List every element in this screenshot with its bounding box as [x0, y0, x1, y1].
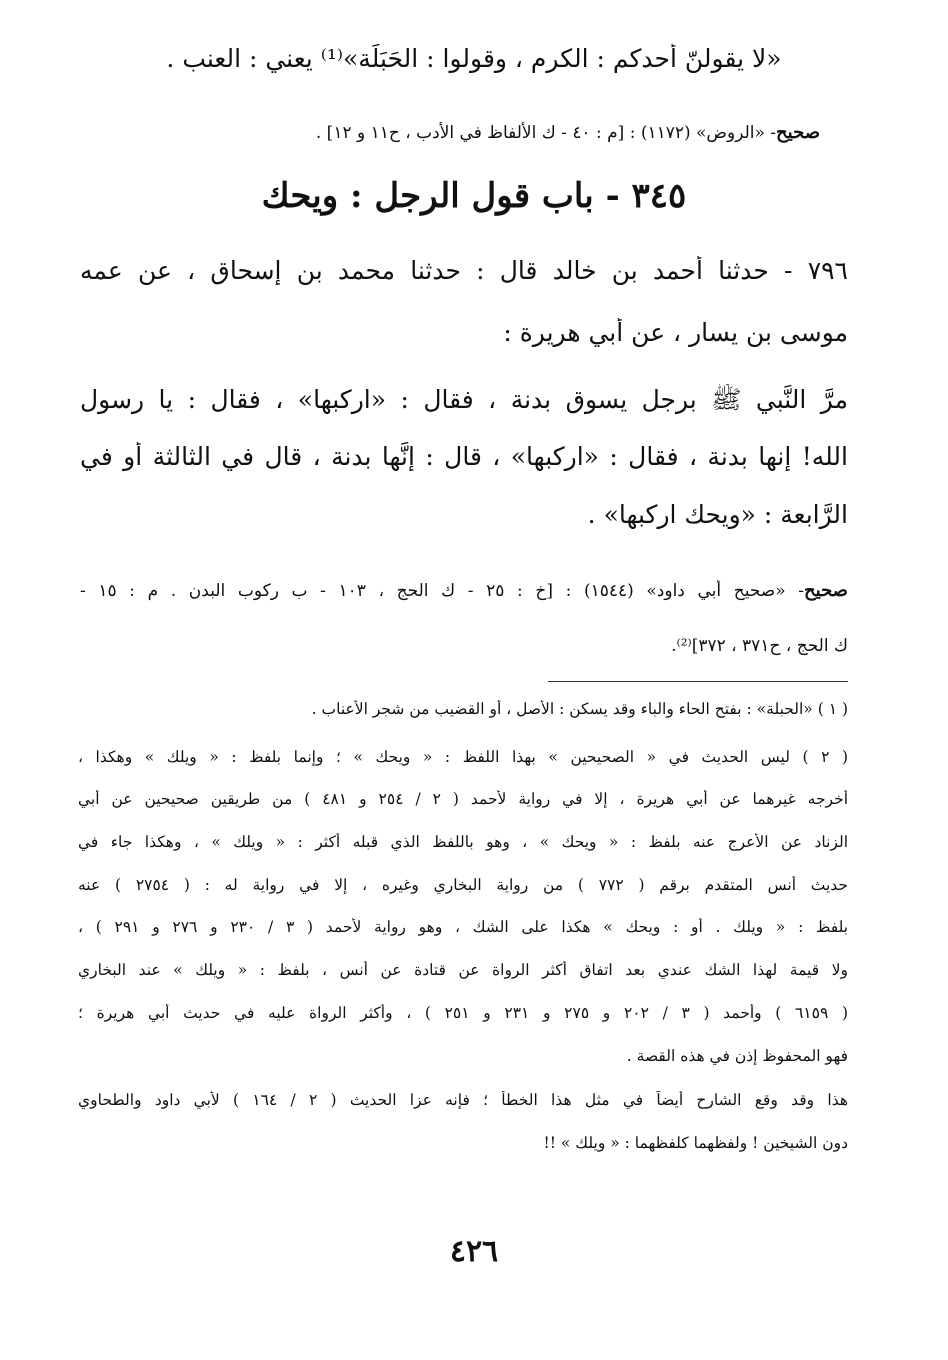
grade2-reference: - «صحيح أبي داود» (١٥٤٤) : [خ : ٢٥ - ك الحج ، ١٠٣ - ب ركوب البدن . م : ١٥ -	[80, 581, 805, 601]
footnote-2-line: ( ٦١٥٩ ) وأحمد ( ٣ / ٢٠٢ و ٢٧٥ و ٢٣١ و ٢٥١ ) ، وأكثر الرواة عليه في حديث أبي هريرة ؛	[78, 1004, 848, 1022]
footnote-2-line: حديث أنس المتقدم برقم ( ٧٧٢ ) من رواية البخاري وغيره ، إلا في رواية له : ( ٢٧٥٤ ) عنه	[78, 876, 848, 894]
footnote-2-line: أخرجه غيرهما عن أبي هريرة ، إلا في رواية لأحمد ( ٢ / ٢٥٤ و ٤٨١ ) من طريقين صحيحين عن أبي	[78, 790, 848, 808]
isnad-line-2: موسى بن يسار ، عن أبي هريرة :	[503, 318, 848, 347]
matn-line-2: الله! إنها بدنة ، فقال : «اركبها» ، قال : إنَّها بدنة ، قال في الثالثة أو في	[80, 442, 848, 471]
footnote-1: ( ١ ) «الحبلة» : بفتح الحاء والباء وقد يسكن : الأصل ، أو القضيب من شجر الأعناب .	[311, 700, 848, 718]
matn-line-3: الرَّابعة : «ويحك اركبها» .	[587, 500, 848, 529]
grade2-line-2: ك الحج ، ح٣٧١ ، ٣٧٢]⁽²⁾.	[671, 636, 848, 656]
footnote-2-line: هذا وقد وقع الشارح أيضاً في مثل هذا الخطأ ؛ فإنه عزا الحديث ( ٢ / ١٦٤ ) لأبي داود والطحاوي	[78, 1091, 848, 1109]
footnote-separator	[548, 681, 848, 682]
grade-label: صحيح	[776, 122, 820, 143]
footnote-2-line: الزناد عن الأعرج عنه بلفظ : « ويحك » ، وهو باللفظ الذي قبله أكثر : « ويلك » ، وهكذا جاء في	[78, 833, 848, 851]
chapter-heading: ٣٤٥ - باب قول الرجل : ويحك	[261, 176, 687, 216]
isnad-line-1: ٧٩٦ - حدثنا أحمد بن خالد قال : حدثنا محمد بن إسحاق ، عن عمه	[80, 256, 848, 285]
grade-reference: - «الروض» (١١٧٢) : [م : ٤٠ - ك الألفاظ في الأدب ، ح١١ و ١٢] .	[315, 123, 777, 143]
hadith-text-line: «لا يقولنّ أحدكم : الكرم ، وقولوا : الحَبَلَة»⁽¹⁾ يعني : العنب .	[166, 44, 782, 73]
footnote-2-line: فهو المحفوظ إذن في هذه القصة .	[626, 1047, 848, 1065]
grade2-label: صحيح	[804, 580, 848, 601]
footnote-2-line: بلفظ : « ويلك . أو : ويحك » هكذا على الشك ، وهو رواية لأحمد ( ٣ / ٢٣٠ و ٢٧٦ و ٢٩١ ) ،	[78, 918, 848, 936]
matn-line-1: مرَّ النَّبي ﷺ برجل يسوق بدنة ، فقال : «اركبها» ، فقال : يا رسول	[80, 385, 848, 414]
grade2-line-1	[80, 580, 848, 601]
footnote-2-line: ولا قيمة لهذا الشك عندي بعد اتفاق أكثر الرواة عن قتادة عن أنس ، بلفظ : « ويلك » عند البخاري	[78, 961, 848, 979]
grade-line	[100, 122, 820, 143]
page-number: ٤٢٦	[449, 1234, 499, 1269]
footnote-2-line: دون الشيخين ! ولفظهما كلفظهما : « ويلك » !!	[543, 1134, 848, 1152]
footnote-2-line: ( ٢ ) ليس الحديث في « الصحيحين » بهذا اللفظ : « ويحك » ؛ وإنما بلفظ : « ويلك » وهكذا ،	[78, 748, 848, 766]
